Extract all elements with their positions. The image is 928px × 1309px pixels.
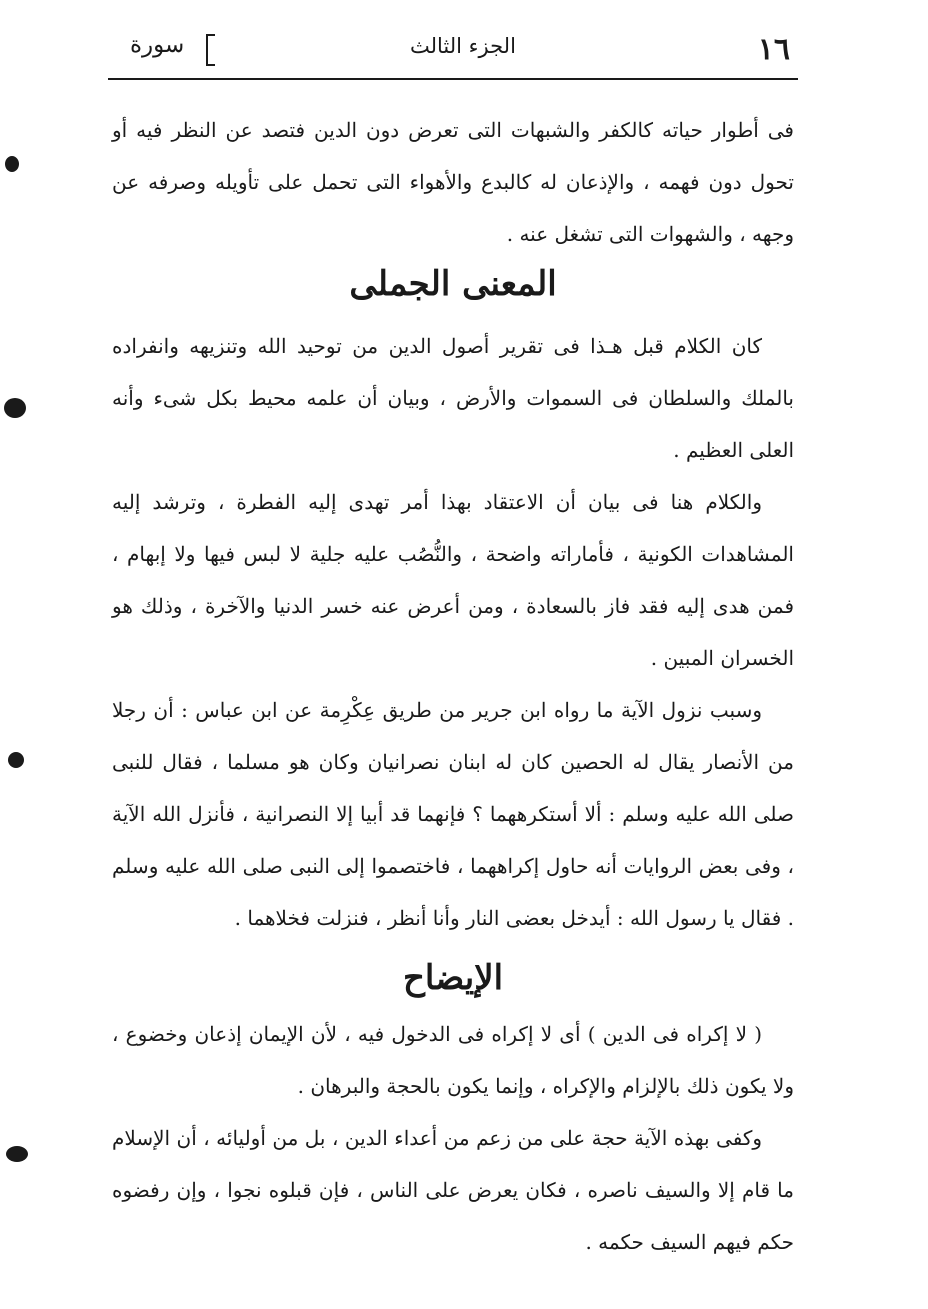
paragraph-revelation-cause: وسبب نزول الآية ما رواه ابن جرير من طريق عِكْرِمة عن ابن عباس : أن رجلا من الأنصار يقال له الحصين كان له ابنان نصرانيان وكان هو مسلما ، فقال للنبى صلى الله عليه وسلم : ألا أستكرههما ؟ فإنهما قد أبيا إلا النصرانية ، فأنزل الله الآية ، وفى بعض الروايات أنه حاول إكراههما ، فاختصموا إلى النبى صلى الله عليه وسلم . فقال يا رسول الله : أيدخل بعضى النار وأنا أنظر ، فنزلت فخلاهما . — [112, 698, 794, 930]
margin-blot — [8, 752, 24, 768]
paragraph-current-context: والكلام هنا فى بيان أن الاعتقاد بهذا أمر تهدى إليه الفطرة ، وترشد إليه المشاهدات الكونية ، فأماراته واضحة ، والنُّصُب عليه جلية لا لبس فيها ولا إبهام ، فمن هدى إليه فقد فاز بالسعادة ، ومن أعرض عنه خسر الدنيا والآخرة ، وذلك هو الخسران المبين . — [112, 490, 794, 670]
paragraph-refutation: وكفى بهذه الآية حجة على من زعم من أعداء الدين ، بل من أوليائه ، أن الإسلام ما قام إلا والسيف ناصره ، فكان يعرض على الناس ، فإن قبلوه نجوا ، وإن رفضوه حكم فيهم السيف حكمه . — [112, 1126, 794, 1254]
paragraph-no-compulsion: ( لا إكراه فى الدين ) أى لا إكراه فى الدخول فيه ، لأن الإيمان إذعان وخضوع ، ولا يكون ذلك بالإلزام والإكراه ، وإنما يكون بالحجة والبرهان . — [112, 1022, 794, 1098]
margin-blot — [6, 1146, 28, 1162]
page-number: ١٦ — [757, 32, 790, 67]
heading-explanation: الإيضاح — [402, 958, 504, 998]
running-title: الجزء الثالث — [410, 34, 516, 58]
heading-general-meaning: المعنى الجملى — [349, 264, 557, 304]
margin-blot — [4, 398, 26, 418]
page-header — [110, 28, 796, 74]
margin-blot — [5, 156, 19, 172]
surah-label: سورة — [130, 32, 185, 58]
page-body — [112, 104, 794, 1268]
paragraph-intro-continuation: فى أطوار حياته كالكفر والشبهات التى تعرض دون الدين فتصد عن النظر فيه أو تحول دون فهمه ، والإذعان له كالبدع والأهواء التى تحمل على تأويله وصرفه عن وجهه ، والشهوات التى تشغل عنه . — [112, 118, 794, 246]
bracket-mark — [206, 34, 215, 66]
paragraph-previous-context: كان الكلام قبل هـذا فى تقرير أصول الدين من توحيد الله وتنزيهه وانفراده بالملك والسلطان فى السموات والأرض ، وبيان أن علمه محيط بكل شىء وأنه العلى العظيم . — [112, 334, 794, 462]
header-rule — [108, 78, 798, 80]
